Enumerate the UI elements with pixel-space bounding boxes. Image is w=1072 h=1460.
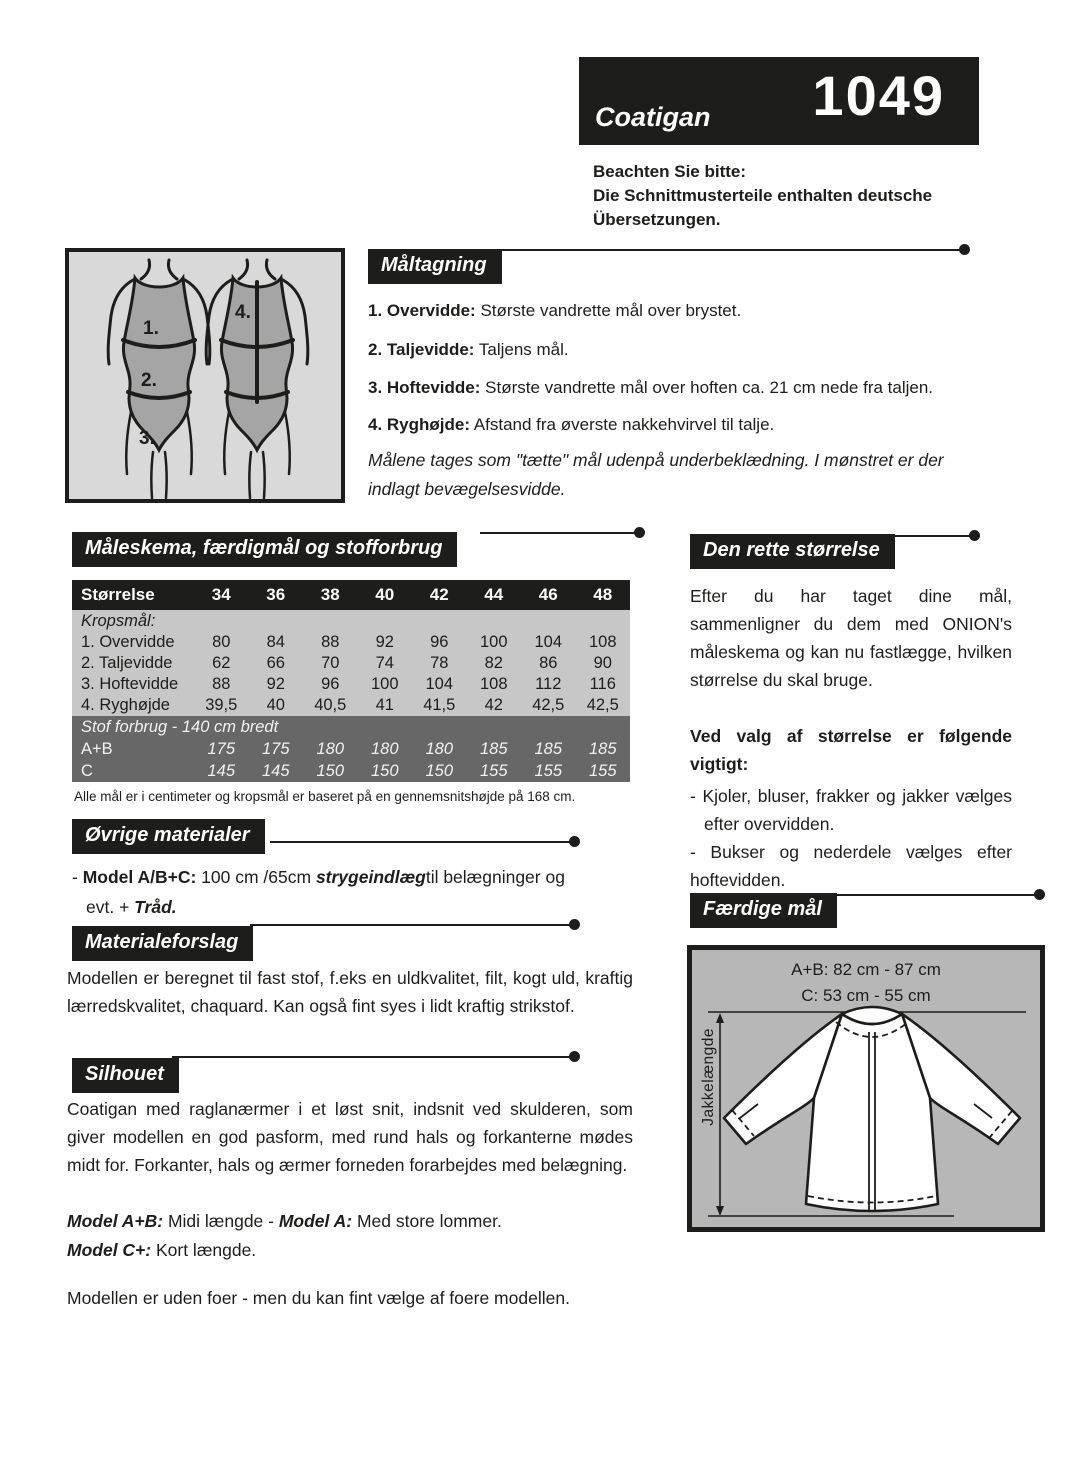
model-ab-line: [67, 1207, 502, 1235]
body-figure-illustration: [69, 252, 341, 499]
cell: 145: [207, 761, 236, 780]
bullet-dot: [569, 836, 580, 847]
lining-note: Modellen er uden foer - men du kan fint vælge af foere modellen.: [67, 1288, 570, 1308]
size-choice-subhead: Ved valg af størrelse er følgende vigtigt:: [690, 726, 1012, 774]
model-ab-text: Midi længde -: [163, 1211, 279, 1231]
cell: 66: [266, 654, 285, 672]
row-label: 4. Ryghøjde: [81, 696, 170, 714]
row-label: 3. Hoftevidde: [81, 675, 179, 693]
cell: 108: [479, 675, 508, 693]
measure-item-label: 4. Ryghøjde:: [368, 415, 471, 434]
connector-line: [500, 249, 968, 251]
measure-item-text: Afstand fra øverste nakkehvirvel til talje.: [470, 415, 775, 434]
size-col: 42: [429, 585, 449, 604]
cell: 82: [484, 654, 503, 672]
section-title-maaleskema: Måleskema, færdigmål og stofforbrug: [72, 532, 457, 567]
figure-label-1: 1.: [143, 318, 159, 339]
section-title-silhouet: Silhouet: [72, 1058, 179, 1093]
cell: 155: [479, 761, 508, 780]
cell: 180: [425, 739, 454, 758]
german-note: [593, 160, 932, 232]
thread-suffix: .: [171, 897, 177, 917]
table-row-taljevidde: [72, 653, 630, 674]
cell: 88: [212, 675, 231, 693]
cell: 155: [588, 761, 617, 780]
model-a-text: Med store lommer.: [352, 1211, 502, 1231]
material-suggestion-text: Modellen er beregnet til fast stof, f.eks en uldkvalitet, filt, kogt uld, kraftig lærredskvalitet, chaquard. Kan også fint syes i lidt kraftig strikstof.: [67, 968, 633, 1016]
model-c-line: [67, 1236, 256, 1264]
size-col: 40: [375, 585, 395, 604]
cell: 155: [534, 761, 563, 780]
finished-length-c: C: 53 cm - 55 cm: [801, 986, 931, 1005]
size-col: 36: [266, 585, 286, 604]
cell: 41: [375, 696, 394, 714]
bullet-dot: [569, 1051, 580, 1062]
body-measurement-figure: [65, 248, 345, 503]
size-col: 34: [211, 585, 231, 604]
cell: 70: [321, 654, 340, 672]
cell: 40,5: [314, 696, 347, 714]
cell: 100: [479, 633, 508, 651]
thread-term: Tråd: [134, 897, 172, 917]
size-col: 44: [484, 585, 504, 604]
bullet-dot: [1034, 889, 1045, 900]
measure-item-text: Største vandrette mål over brystet.: [475, 301, 742, 320]
cell: 41,5: [423, 696, 456, 714]
measure-item-label: 1. Overvidde:: [368, 301, 476, 320]
figure-label-2: 2.: [141, 370, 157, 391]
cell: 104: [425, 675, 454, 693]
measure-item-label: 2. Taljevidde:: [368, 340, 475, 359]
cell: 92: [266, 675, 285, 693]
cell: 185: [479, 739, 508, 758]
bullet-dot: [569, 919, 580, 930]
jacket-length-axis-label: Jakkelængde: [700, 1028, 717, 1126]
table-section-row: [72, 610, 630, 632]
table-row-fabric-ab: [72, 738, 630, 760]
coatigan-drawing: [692, 950, 1040, 1227]
figure-label-3: 3.: [139, 428, 155, 449]
connector-line: [250, 924, 575, 926]
cell: 108: [588, 633, 617, 651]
fabric-section-row: [72, 716, 630, 738]
other-materials-text: [72, 862, 565, 922]
cell: 40: [266, 696, 285, 714]
cell: 150: [370, 761, 399, 780]
cell: 42: [484, 696, 503, 714]
cell: 84: [266, 633, 285, 651]
cell: 185: [534, 739, 563, 758]
right-size-text: Efter du har taget dine mål, sammenligner du dem med ONION's måleskema og kan nu fastlægge, hvilken størrelse du skal bruge.: [690, 586, 1012, 690]
size-rule-trousers: - Bukser og nederdele vælges efter hoftevidden.: [690, 842, 1012, 890]
measure-item-1: [368, 300, 741, 322]
measure-item-text: Taljens mål.: [474, 340, 569, 359]
table-row-fabric-c: [72, 760, 630, 782]
measure-item-label: 3. Hoftevidde:: [368, 378, 481, 397]
size-col: 46: [538, 585, 558, 604]
bullet-dot: [634, 527, 645, 538]
cell: 90: [593, 654, 612, 672]
size-col: 48: [593, 585, 613, 604]
cell: 96: [321, 675, 340, 693]
measure-item-2: [368, 339, 569, 361]
size-col: 38: [320, 585, 340, 604]
cell: 100: [370, 675, 399, 693]
model-c-text: Kort længde.: [151, 1240, 257, 1260]
cell: 74: [375, 654, 394, 672]
finished-length-ab: A+B: 82 cm - 87 cm: [791, 960, 941, 979]
measuring-note: Målene tages som "tætte" mål udenpå underbeklædning. I mønstret er der indlagt bevægelsesvidde.: [368, 450, 944, 499]
thread-prefix: evt. +: [86, 897, 135, 917]
cell: 80: [212, 633, 231, 651]
interfacing-purpose: til belægninger og: [425, 867, 565, 887]
section-title-maaltagning: Måltagning: [368, 249, 502, 284]
connector-line: [480, 532, 640, 534]
measure-item-text: Største vandrette mål over hoften ca. 21 cm nede fra taljen.: [480, 378, 934, 397]
silhouette-text: Coatigan med raglanærmer i et løst snit, indsnit ved skulderen, som giver modellen en god pasform, med rund hals og forkanterne mødes midt for. Forkanter, hals og ærmer forneden forarbejdes med belægning.: [67, 1099, 633, 1175]
model-name: Coatigan: [595, 102, 711, 132]
interfacing-term: strygeindlæg: [315, 867, 426, 887]
cell: 116: [589, 675, 616, 693]
cell: 42,5: [586, 696, 619, 714]
german-note-line: Übersetzungen.: [593, 210, 721, 229]
cell: 88: [321, 633, 340, 651]
model-a-label: Model A:: [278, 1211, 353, 1231]
size-table: [72, 580, 630, 782]
row-label: 1. Overvidde: [81, 633, 175, 651]
cell: 104: [534, 633, 563, 651]
table-row-ryghoejde: [72, 695, 630, 716]
header-title-box: [579, 57, 979, 145]
cell: 150: [316, 761, 345, 780]
cell: 150: [425, 761, 454, 780]
cell: 86: [539, 654, 558, 672]
cell: 180: [370, 739, 399, 758]
fabric-section-label: Stof forbrug - 140 cm bredt: [81, 717, 279, 736]
body-measure-section-label: Kropsmål:: [81, 611, 156, 630]
size-table-header-label: Størrelse: [81, 585, 155, 604]
size-rule-dresses: - Kjoler, bluser, frakker og jakker vælges efter overvidden.: [690, 786, 1012, 834]
cell: 112: [535, 675, 562, 693]
bullet-dot: [969, 530, 980, 541]
connector-line: [172, 1056, 575, 1058]
finished-measurements-box: [687, 945, 1045, 1232]
cell: 78: [430, 654, 449, 672]
model-ab-label: Model A+B:: [67, 1211, 164, 1231]
dash: -: [72, 867, 83, 887]
table-row-hoftevidde: [72, 674, 630, 695]
cell: 92: [375, 633, 394, 651]
connector-line: [895, 535, 975, 537]
cell: 145: [261, 761, 290, 780]
german-note-line: Die Schnittmusterteile enthalten deutsche: [593, 186, 933, 205]
bullet-dot: [959, 244, 970, 255]
table-row-overvidde: [72, 632, 630, 653]
table-footnote: Alle mål er i centimeter og kropsmål er baseret på en gennemsnitshøjde på 168 cm.: [74, 789, 576, 804]
figure-label-4: 4.: [235, 302, 251, 323]
cell: 96: [430, 633, 449, 651]
row-label: A+B: [81, 739, 113, 758]
cell: 175: [207, 739, 236, 758]
connector-line: [835, 894, 1040, 896]
cell: 175: [261, 739, 290, 758]
model-label: Model A/B+C:: [82, 867, 197, 887]
section-title-den-rette: Den rette størrelse: [690, 534, 895, 569]
connector-line: [270, 841, 575, 843]
section-title-oevrige: Øvrige materialer: [72, 819, 265, 854]
row-label: 2. Taljevidde: [81, 654, 173, 672]
measure-item-3: [368, 377, 933, 399]
cell: 185: [588, 739, 617, 758]
section-title-materialeforslag: Materialeforslag: [72, 926, 253, 961]
interfacing-amount: 100 cm /65cm: [196, 867, 316, 887]
section-title-faerdige: Færdige mål: [690, 893, 837, 928]
row-label: C: [81, 761, 93, 780]
cell: 180: [316, 739, 345, 758]
size-table-header: [72, 580, 630, 610]
measure-item-4: [368, 414, 774, 436]
german-note-line: Beachten Sie bitte:: [593, 162, 747, 181]
model-c-label: Model C+:: [67, 1240, 152, 1260]
cell: 42,5: [532, 696, 565, 714]
cell: 62: [212, 654, 231, 672]
model-number: 1049: [812, 64, 945, 127]
cell: 39,5: [205, 696, 238, 714]
